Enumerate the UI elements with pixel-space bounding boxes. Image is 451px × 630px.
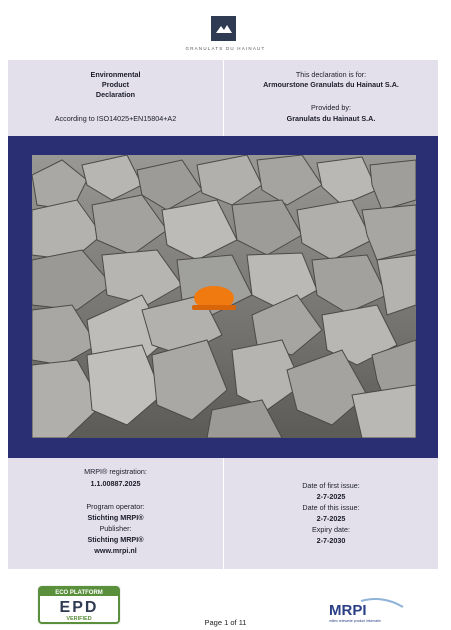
document-type (8, 70, 223, 100)
epd-top-text: ECO PLATFORM (55, 590, 103, 596)
expiry-value: 2-7-2030 (316, 536, 346, 545)
registration-label: MRPI® registration: (84, 467, 147, 476)
expiry-label: Expiry date: (312, 525, 350, 534)
this-issue-value: 2-7-2025 (316, 514, 346, 523)
this-issue-label: Date of this issue: (302, 503, 360, 512)
registration-value: 1.1.00887.2025 (90, 479, 141, 488)
declaration-for-label: This declaration is for: (295, 70, 367, 79)
doc-type-line-2: Product (101, 80, 130, 89)
company-name: GRANULATS DU HAINAUT (185, 46, 266, 51)
program-operator-value: Stichting MRPI® (87, 513, 144, 522)
publisher-label: Publisher: (99, 524, 132, 533)
website-link[interactable]: www.mrpi.nl (94, 546, 137, 555)
publisher-value: Stichting MRPI® (87, 535, 144, 544)
armourstone-photo (32, 155, 416, 438)
provided-by-value: Granulats du Hainaut S.A. (286, 114, 376, 123)
first-issue-label: Date of first issue: (302, 481, 360, 490)
rocks-illustration (32, 155, 416, 438)
doc-type-line-3: Declaration (95, 90, 136, 99)
mrpi-logo (327, 597, 407, 625)
epd-main-text: EPD (59, 599, 99, 616)
first-issue-value: 2-7-2025 (316, 492, 346, 501)
epd-bottom-text: VERIFIED (66, 616, 92, 622)
standard-reference: According to ISO14025+EN15804+A2 (54, 114, 177, 123)
program-operator-label: Program operator: (86, 502, 145, 511)
company-logo (211, 16, 236, 41)
page-indicator: Page 1 of 11 (204, 618, 247, 627)
mountain-icon (211, 16, 236, 41)
declaration-for-value: Armourstone Granulats du Hainaut S.A. (263, 80, 399, 89)
mrpi-tagline: milieu relevante product informatie (329, 619, 381, 623)
provided-by-label: Provided by: (311, 103, 351, 112)
mrpi-name: MRPI (329, 602, 367, 619)
doc-type-line-1: Environmental (90, 70, 141, 79)
